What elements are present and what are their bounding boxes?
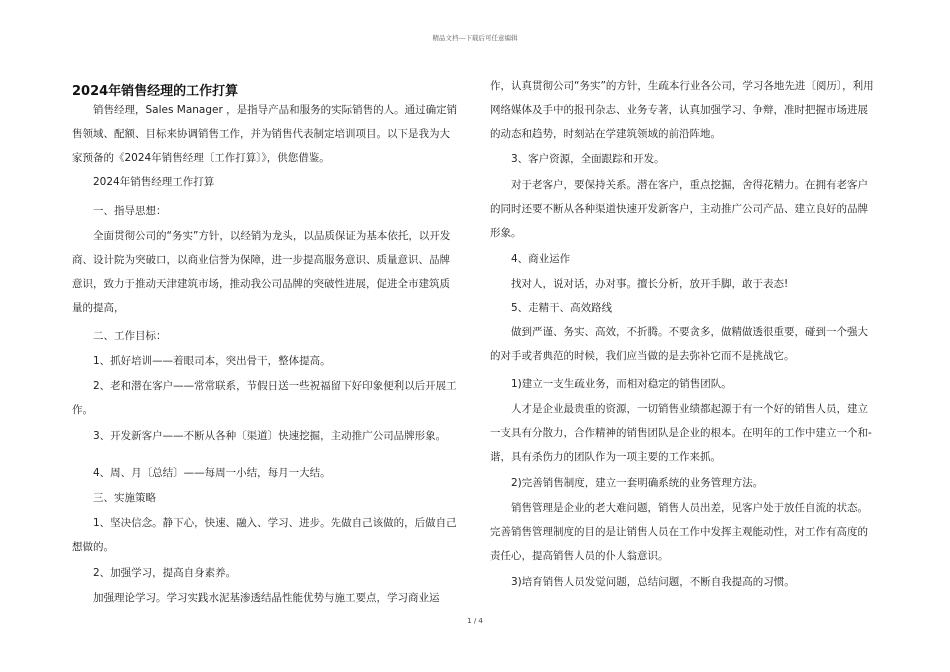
strategy-item-1: 1、坚决信念。静下心，快速、融入、学习、进步。先做自己该做的，后做自己想做的。	[72, 517, 457, 553]
paragraph-management: 销售管理是企业的老大难问题，销售人员出差，见客户处于放任自流的状态。完善销售管理制度的目的是让销售人员在工作中发挥主观能动性，对工作有高度的责任心，提高销售人员的仆人翁意识。	[490, 502, 868, 562]
paragraph-subtitle: 2024年销售经理工作打算	[93, 176, 215, 188]
heading-work-goals: 二、工作目标：	[93, 330, 167, 342]
heading-strategy: 三、实施策略	[93, 492, 156, 504]
paragraph-theory-study: 加强理论学习。学习实践水泥基渗透结晶性能优势与施工要点，学习商业运	[93, 592, 440, 604]
paragraph-intro: 销售经理，Sales Manager ，是指导产品和服务的实际销售的人。通过确定销售领域、配额、目标来协调销售工作，并为销售代表制定培训项目。以下是我为大家预备的《2024年销售经理〔工作打算〕》，供您借鉴。	[72, 104, 458, 164]
document-title: 2024年销售经理的工作打算	[72, 84, 239, 99]
goal-item-1: 1、抓好培训——着眼司本，突出骨干，整体提高。	[93, 355, 331, 367]
sub-item-3: 3)培育销售人员发觉问题，总结问题，不断自我提高的习惯。	[511, 576, 795, 588]
goal-item-4: 4、周、月〔总结〕——每周一小结，每月一大结。	[93, 467, 331, 479]
strategy-item-4: 4、商业运作	[511, 253, 571, 265]
paragraph-guiding-ideology: 全面贯彻公司的“务实”方针，以经销为龙头，以品质保证为基本依托，以开发商、设计院为突破口，以商业信誉为保障，进一步提高服务意识、质量意识、品牌意识，致力于推动天津建筑市场，推动我公司品牌的突破性进展，促进全市建筑质量的提高，	[72, 230, 451, 314]
paragraph-continued: 作，认真贯彻公司“务实”的方针，生疏本行业各公司，学习各地先进〔阅历〕，利用网络媒体及手中的报刊杂志、业务专著，认真加强学习、争辩，准时把握市场进展的动态和趋势，时刻站在学建筑领域的前沿阵地。	[490, 80, 874, 140]
page-number: 1 / 4	[467, 617, 483, 625]
strategy-item-5: 5、走精干、高效路线	[511, 302, 613, 314]
goal-item-2: 2、老和潜在客户——常常联系，节假日送一些祝福留下好印象便利以后开展工作。	[72, 380, 457, 416]
paragraph-customers: 对于老客户，要保持关系。潜在客户，重点挖掘，舍得花精力。在拥有老客户的同时还要不断从各种渠道快速开发新客户，主动推广公司产品、建立良好的品牌形象。	[490, 179, 868, 239]
paragraph-business-ops: 找对人，说对话，办对事。擅长分析，放开手脚，敢于表态!	[511, 278, 789, 290]
page-header: 精品文档---下载后可任意编辑	[432, 34, 518, 42]
paragraph-talent: 人才是企业最贵重的资源，一切销售业绩都起源于有一个好的销售人员，建立一支具有分散力，合作精神的销售团队是企业的根本。在明年的工作中建立一个和-谐，具有杀伤力的团队作为一项主要的工作来抓。	[490, 403, 872, 463]
strategy-item-3: 3、客户资源，全面跟踪和开发。	[511, 153, 665, 165]
sub-item-2: 2)完善销售制度，建立一套明确系统的业务管理方法。	[511, 477, 764, 489]
heading-guiding-ideology: 一、指导思想：	[93, 205, 167, 217]
strategy-item-2: 2、加强学习，提高自身素养。	[93, 567, 237, 579]
paragraph-efficiency: 做到严谨、务实、高效，不折腾。不要贪多，做精做透很重要，碰到一个强大的对手或者典范的时候，我们应当做的是去弥补它而不是挑战它。	[490, 326, 868, 362]
goal-item-3: 3、开发新客户——不断从各种〔渠道〕快速挖掘，主动推广公司品牌形象。	[93, 430, 447, 442]
sub-item-1: 1)建立一支生疏业务，而相对稳定的销售团队。	[511, 378, 732, 390]
